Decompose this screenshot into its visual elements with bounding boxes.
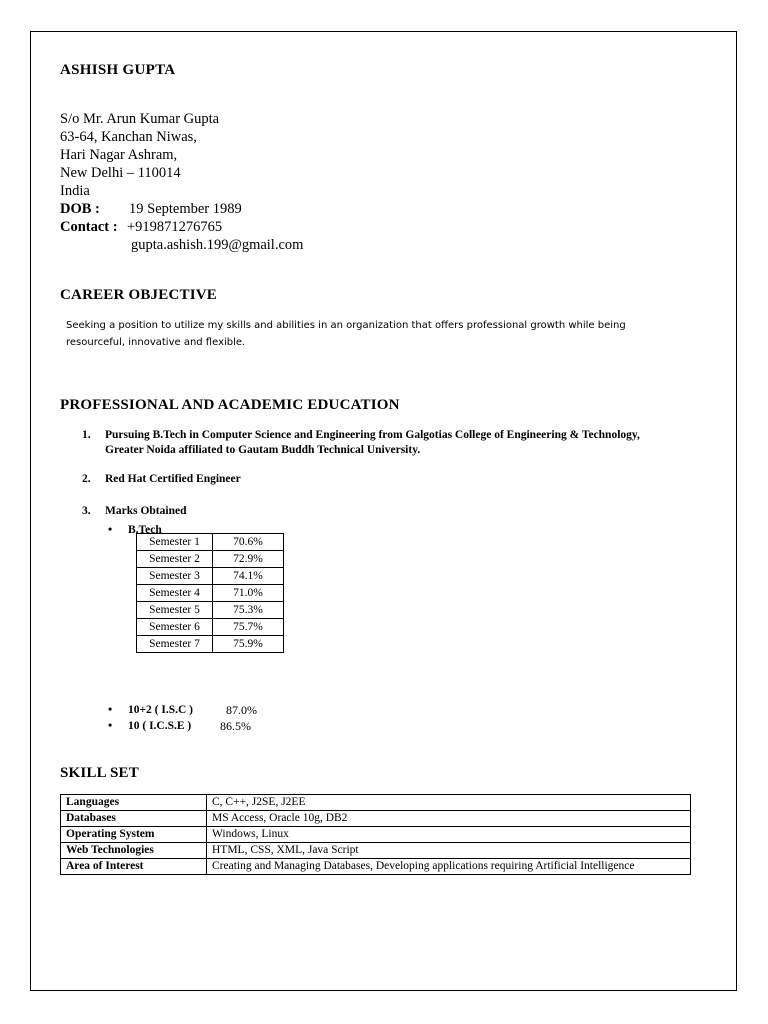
table-row bbox=[61, 827, 691, 843]
semester-cell: Semester 1 bbox=[137, 534, 213, 551]
bullet-icon: • bbox=[108, 522, 113, 536]
skill-category: Operating System bbox=[61, 827, 207, 843]
btech-label: B.Tech bbox=[128, 524, 162, 536]
bullet-icon: • bbox=[108, 718, 113, 732]
education-item: Red Hat Certified Engineer bbox=[105, 473, 241, 485]
table-row bbox=[61, 859, 691, 875]
candidate-name: ASHISH GUPTA bbox=[60, 62, 176, 78]
semester-marks-table bbox=[136, 533, 284, 653]
address-line: Hari Nagar Ashram, bbox=[60, 147, 178, 163]
school-mark-label: 10+2 ( I.S.C ) bbox=[128, 704, 194, 716]
percentage-cell: 75.3% bbox=[213, 602, 284, 619]
school-mark-value: 86.5% bbox=[220, 719, 251, 733]
percentage-cell: 72.9% bbox=[213, 551, 284, 568]
percentage-cell: 71.0% bbox=[213, 585, 284, 602]
semester-cell: Semester 6 bbox=[137, 619, 213, 636]
table-row bbox=[61, 843, 691, 859]
skill-category: Web Technologies bbox=[61, 843, 207, 859]
semester-cell: Semester 7 bbox=[137, 636, 213, 653]
percentage-cell: 70.6% bbox=[213, 534, 284, 551]
school-mark-value: 87.0% bbox=[226, 703, 257, 717]
skill-category: Languages bbox=[61, 795, 207, 811]
education-item-number: 1. bbox=[82, 429, 91, 441]
address-line: 63-64, Kanchan Niwas, bbox=[60, 129, 197, 145]
education-heading: PROFESSIONAL AND ACADEMIC EDUCATION bbox=[60, 397, 400, 413]
education-item: Marks Obtained bbox=[105, 505, 187, 517]
contact-label: Contact : bbox=[60, 219, 118, 235]
phone-number: +919871276765 bbox=[127, 219, 223, 235]
table-row bbox=[61, 811, 691, 827]
dob-value: 19 September 1989 bbox=[129, 201, 242, 217]
skill-value: HTML, CSS, XML, Java Script bbox=[207, 843, 691, 859]
education-item-number: 2. bbox=[82, 473, 91, 485]
semester-cell: Semester 5 bbox=[137, 602, 213, 619]
skill-value: Windows, Linux bbox=[207, 827, 691, 843]
address-line: India bbox=[60, 183, 90, 199]
percentage-cell: 75.7% bbox=[213, 619, 284, 636]
semester-cell: Semester 2 bbox=[137, 551, 213, 568]
career-objective-heading: CAREER OBJECTIVE bbox=[60, 287, 217, 303]
school-mark-label: 10 ( I.C.S.E ) bbox=[128, 720, 192, 732]
skill-category: Area of Interest bbox=[61, 859, 207, 875]
percentage-cell: 74.1% bbox=[213, 568, 284, 585]
skill-value: C, C++, J2SE, J2EE bbox=[207, 795, 691, 811]
semester-cell: Semester 3 bbox=[137, 568, 213, 585]
career-objective-text: Seeking a position to utilize my skills and abilities in an organization that offers professional growth while being resourceful, innovative and flexible. bbox=[66, 320, 626, 348]
percentage-cell: 75.9% bbox=[213, 636, 284, 653]
skills-heading: SKILL SET bbox=[60, 765, 139, 781]
table-row bbox=[137, 551, 284, 568]
education-item: Pursuing B.Tech in Computer Science and Engineering from Galgotias College of Engineering & Technology, Greater Noida affiliated to Gautam Buddh Technical University. bbox=[105, 429, 640, 456]
table-row bbox=[137, 619, 284, 636]
semester-cell: Semester 4 bbox=[137, 585, 213, 602]
table-row bbox=[137, 568, 284, 585]
table-row bbox=[137, 534, 284, 551]
table-row bbox=[137, 602, 284, 619]
skills-table bbox=[60, 794, 691, 875]
skill-value: Creating and Managing Databases, Developing applications requiring Artificial Intelligence bbox=[207, 859, 691, 875]
bullet-icon: • bbox=[108, 702, 113, 716]
table-row bbox=[137, 636, 284, 653]
education-item-number: 3. bbox=[82, 505, 91, 517]
address-line: S/o Mr. Arun Kumar Gupta bbox=[60, 111, 220, 127]
table-row bbox=[61, 795, 691, 811]
skill-value: MS Access, Oracle 10g, DB2 bbox=[207, 811, 691, 827]
table-row bbox=[137, 585, 284, 602]
dob-label: DOB : bbox=[60, 201, 100, 217]
skill-category: Databases bbox=[61, 811, 207, 827]
email-address: gupta.ashish.199@gmail.com bbox=[131, 237, 304, 253]
address-line: New Delhi – 110014 bbox=[60, 165, 181, 181]
